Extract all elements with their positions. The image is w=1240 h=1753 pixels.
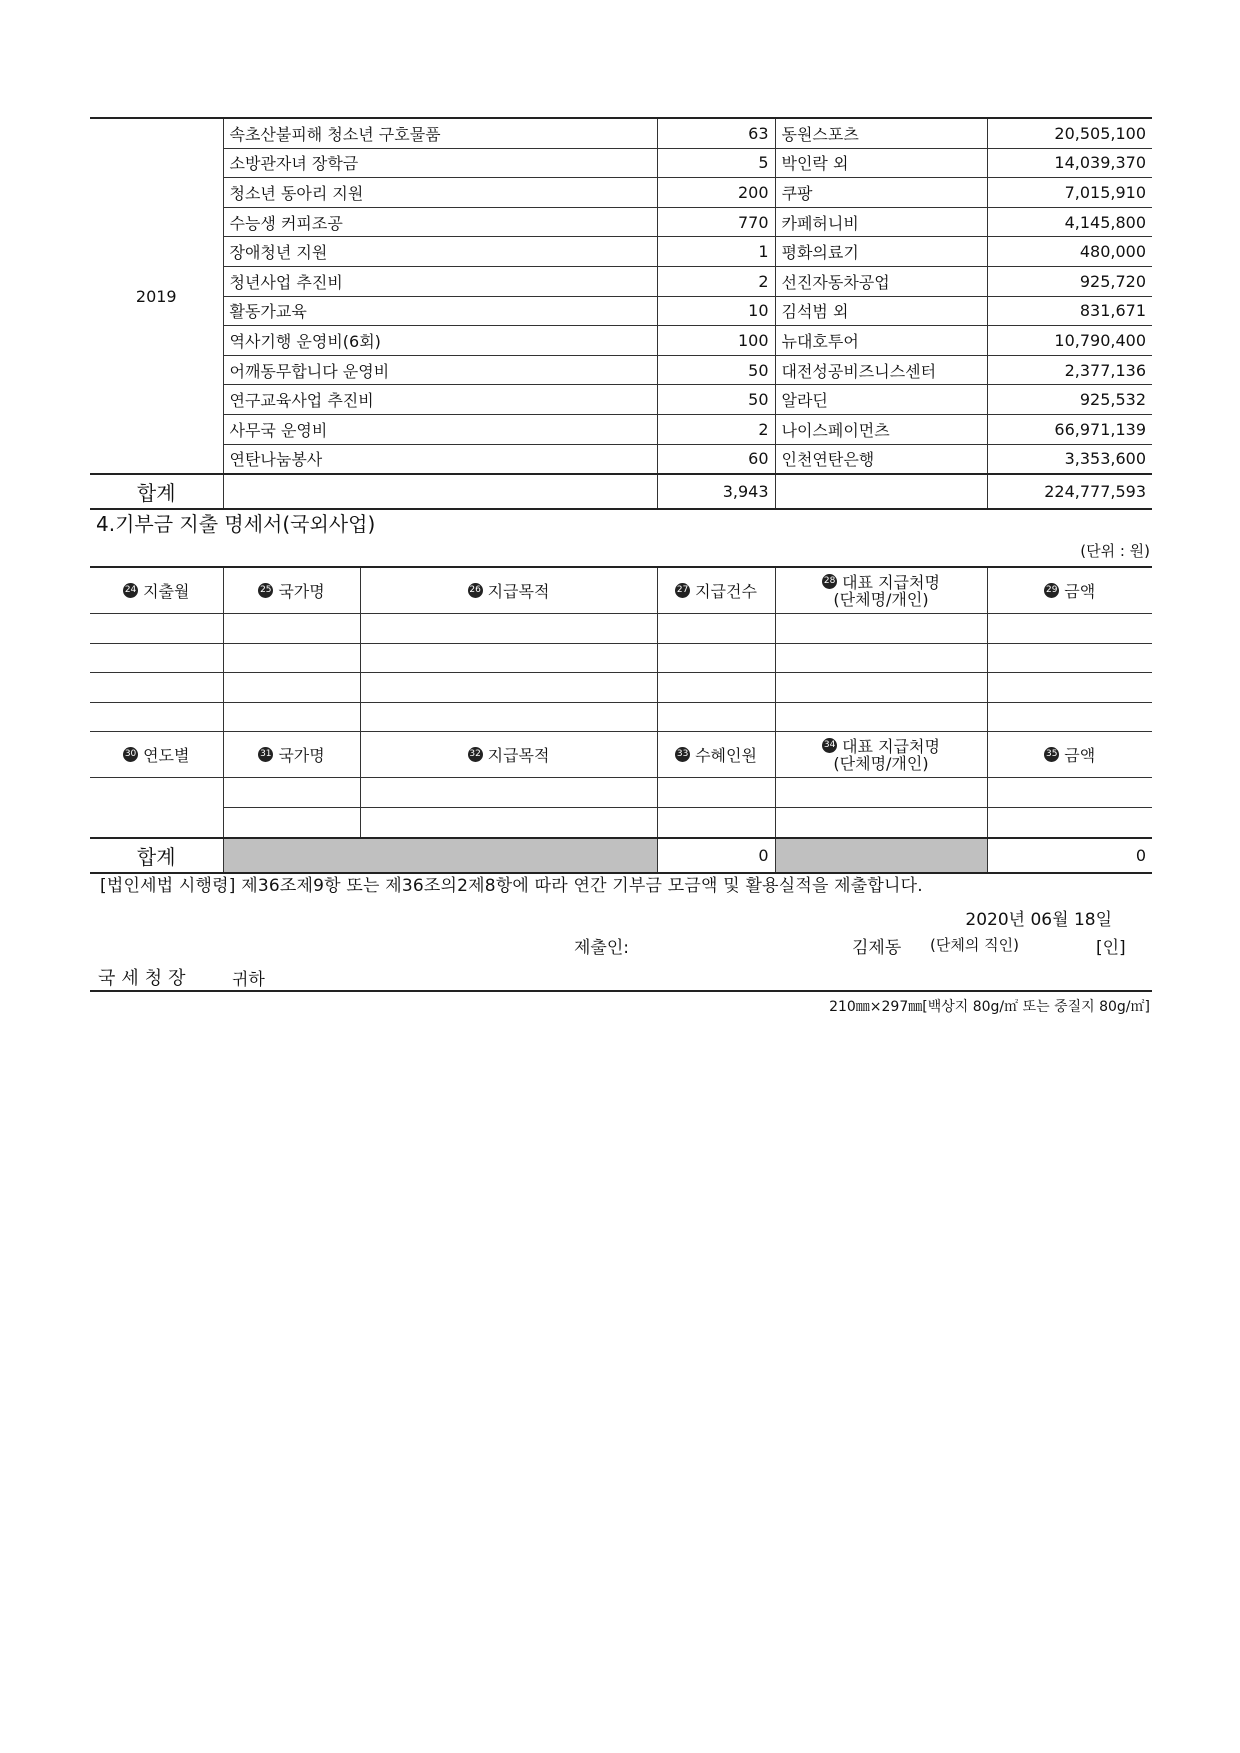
count-cell: 2 <box>657 266 775 296</box>
recipient-cell: 뉴대호투어 <box>775 326 987 356</box>
table-row <box>90 444 1152 474</box>
count-cell: 60 <box>657 444 775 474</box>
recipient-cell: 박인락 외 <box>775 148 987 178</box>
submitter-name: 김제동 <box>852 938 902 958</box>
header-expense-month: 24 지출월 <box>90 567 223 614</box>
total-shaded-cell <box>223 838 657 873</box>
amount-cell: 4,145,800 <box>987 207 1152 237</box>
total-empty-cell <box>775 474 987 509</box>
purpose-cell: 소방관자녀 장학금 <box>223 148 657 178</box>
table-row <box>90 355 1152 385</box>
recipient: 국세청장 <box>98 968 192 989</box>
amount-cell: 925,720 <box>987 266 1152 296</box>
donation-usage-table <box>90 117 1152 510</box>
total-row <box>90 838 1152 873</box>
count-cell: 5 <box>657 148 775 178</box>
header-beneficiaries: 33 수혜인원 <box>657 732 775 778</box>
recipient-cell: 김석범 외 <box>775 296 987 326</box>
recipient-cell: 평화의료기 <box>775 237 987 267</box>
header-purpose: 26 지급목적 <box>360 567 657 614</box>
header-recipient: 34 대표 지급처명 (단체명/개인) <box>775 732 987 778</box>
total-count: 3,943 <box>657 474 775 509</box>
amount-cell: 480,000 <box>987 237 1152 267</box>
recipient-cell: 선진자동차공업 <box>775 266 987 296</box>
amount-cell: 2,377,136 <box>987 355 1152 385</box>
circled-number: 31 <box>258 747 273 762</box>
recipient-cell: 카페허니비 <box>775 207 987 237</box>
circled-number: 24 <box>123 583 138 598</box>
total-label: 합계 <box>90 474 223 509</box>
paper-spec: 210㎜×297㎜[백상지 80g/㎡ 또는 중질지 80g/㎡] <box>829 999 1150 1015</box>
circled-number: 33 <box>675 747 690 762</box>
recipient-cell: 나이스페이먼츠 <box>775 414 987 444</box>
overseas-expense-table <box>90 566 1152 874</box>
amount-cell: 66,971,139 <box>987 414 1152 444</box>
purpose-cell: 장애청년 지원 <box>223 237 657 267</box>
circled-number: 26 <box>468 583 483 598</box>
table-row <box>90 414 1152 444</box>
total-amount: 0 <box>987 838 1152 873</box>
table-row <box>90 807 1152 837</box>
amount-cell: 3,353,600 <box>987 444 1152 474</box>
submitter-role: (단체의 직인) <box>930 936 1019 954</box>
count-cell: 1 <box>657 237 775 267</box>
header-country: 31 국가명 <box>223 732 360 778</box>
submitter-label: 제출인: <box>574 938 629 958</box>
unit-label: (단위 : 원) <box>1080 542 1150 560</box>
purpose-cell: 사무국 운영비 <box>223 414 657 444</box>
table-row <box>90 778 1152 808</box>
purpose-cell: 청소년 동아리 지원 <box>223 178 657 208</box>
table-row <box>90 385 1152 415</box>
table-row <box>90 643 1152 673</box>
header-purpose: 32 지급목적 <box>360 732 657 778</box>
count-cell: 200 <box>657 178 775 208</box>
header-row <box>90 567 1152 614</box>
purpose-cell: 속초산불피해 청소년 구호물품 <box>223 118 657 148</box>
circled-number: 34 <box>822 738 837 753</box>
count-cell: 770 <box>657 207 775 237</box>
circled-number: 25 <box>258 583 273 598</box>
recipient-cell: 동원스포츠 <box>775 118 987 148</box>
table-row <box>90 148 1152 178</box>
recipient-suffix: 귀하 <box>232 970 265 990</box>
purpose-cell: 수능생 커피조공 <box>223 207 657 237</box>
table-row <box>90 118 1152 148</box>
table-row <box>90 326 1152 356</box>
purpose-cell: 어깨동무합니다 운영비 <box>223 355 657 385</box>
total-amount: 224,777,593 <box>987 474 1152 509</box>
recipient-cell: 인천연탄은행 <box>775 444 987 474</box>
amount-cell: 831,671 <box>987 296 1152 326</box>
header-country: 25 국가명 <box>223 567 360 614</box>
circled-number: 30 <box>123 747 138 762</box>
purpose-cell: 활동가교육 <box>223 296 657 326</box>
header-row <box>90 732 1152 778</box>
count-cell: 100 <box>657 326 775 356</box>
header-amount: 35 금액 <box>987 732 1152 778</box>
amount-cell: 7,015,910 <box>987 178 1152 208</box>
recipient-cell: 쿠팡 <box>775 178 987 208</box>
amount-cell: 925,532 <box>987 385 1152 415</box>
circled-number: 29 <box>1044 583 1059 598</box>
amount-cell: 10,790,400 <box>987 326 1152 356</box>
header-payment-count: 27 지급건수 <box>657 567 775 614</box>
table-row <box>90 296 1152 326</box>
table-row <box>90 702 1152 732</box>
submission-date: 2020년 06월 18일 <box>965 910 1112 930</box>
table-row <box>90 614 1152 644</box>
section-title: 4.기부금 지출 명세서(국외사업) <box>96 512 376 536</box>
table-row <box>90 237 1152 267</box>
table-row <box>90 207 1152 237</box>
count-cell: 10 <box>657 296 775 326</box>
count-cell: 50 <box>657 355 775 385</box>
purpose-cell: 역사기행 운영비(6회) <box>223 326 657 356</box>
seal-mark: [인] <box>1096 938 1126 958</box>
circled-number: 35 <box>1044 747 1059 762</box>
recipient-cell: 알라딘 <box>775 385 987 415</box>
purpose-cell: 연탄나눔봉사 <box>223 444 657 474</box>
table-row <box>90 673 1152 703</box>
header-recipient: 28 대표 지급처명 (단체명/개인) <box>775 567 987 614</box>
circled-number: 28 <box>822 574 837 589</box>
footer-divider <box>90 990 1152 992</box>
legal-statement: [법인세법 시행령] 제36조제9항 또는 제36조의2제8항에 따라 연간 기부금 모금액 및 활용실적을 제출합니다. <box>100 876 923 896</box>
year-cell: 2019 <box>90 118 223 474</box>
header-year: 30 연도별 <box>90 732 223 778</box>
count-cell: 50 <box>657 385 775 415</box>
purpose-cell: 연구교육사업 추진비 <box>223 385 657 415</box>
circled-number: 27 <box>675 583 690 598</box>
total-empty-cell <box>223 474 657 509</box>
purpose-cell: 청년사업 추진비 <box>223 266 657 296</box>
count-cell: 63 <box>657 118 775 148</box>
circled-number: 32 <box>468 747 483 762</box>
header-amount: 29 금액 <box>987 567 1152 614</box>
recipient-cell: 대전성공비즈니스센터 <box>775 355 987 385</box>
amount-cell: 14,039,370 <box>987 148 1152 178</box>
total-shaded-cell <box>775 838 987 873</box>
total-label: 합계 <box>90 838 223 873</box>
total-row <box>90 474 1152 509</box>
table-row <box>90 178 1152 208</box>
table-row <box>90 266 1152 296</box>
amount-cell: 20,505,100 <box>987 118 1152 148</box>
count-cell: 2 <box>657 414 775 444</box>
total-count: 0 <box>657 838 775 873</box>
